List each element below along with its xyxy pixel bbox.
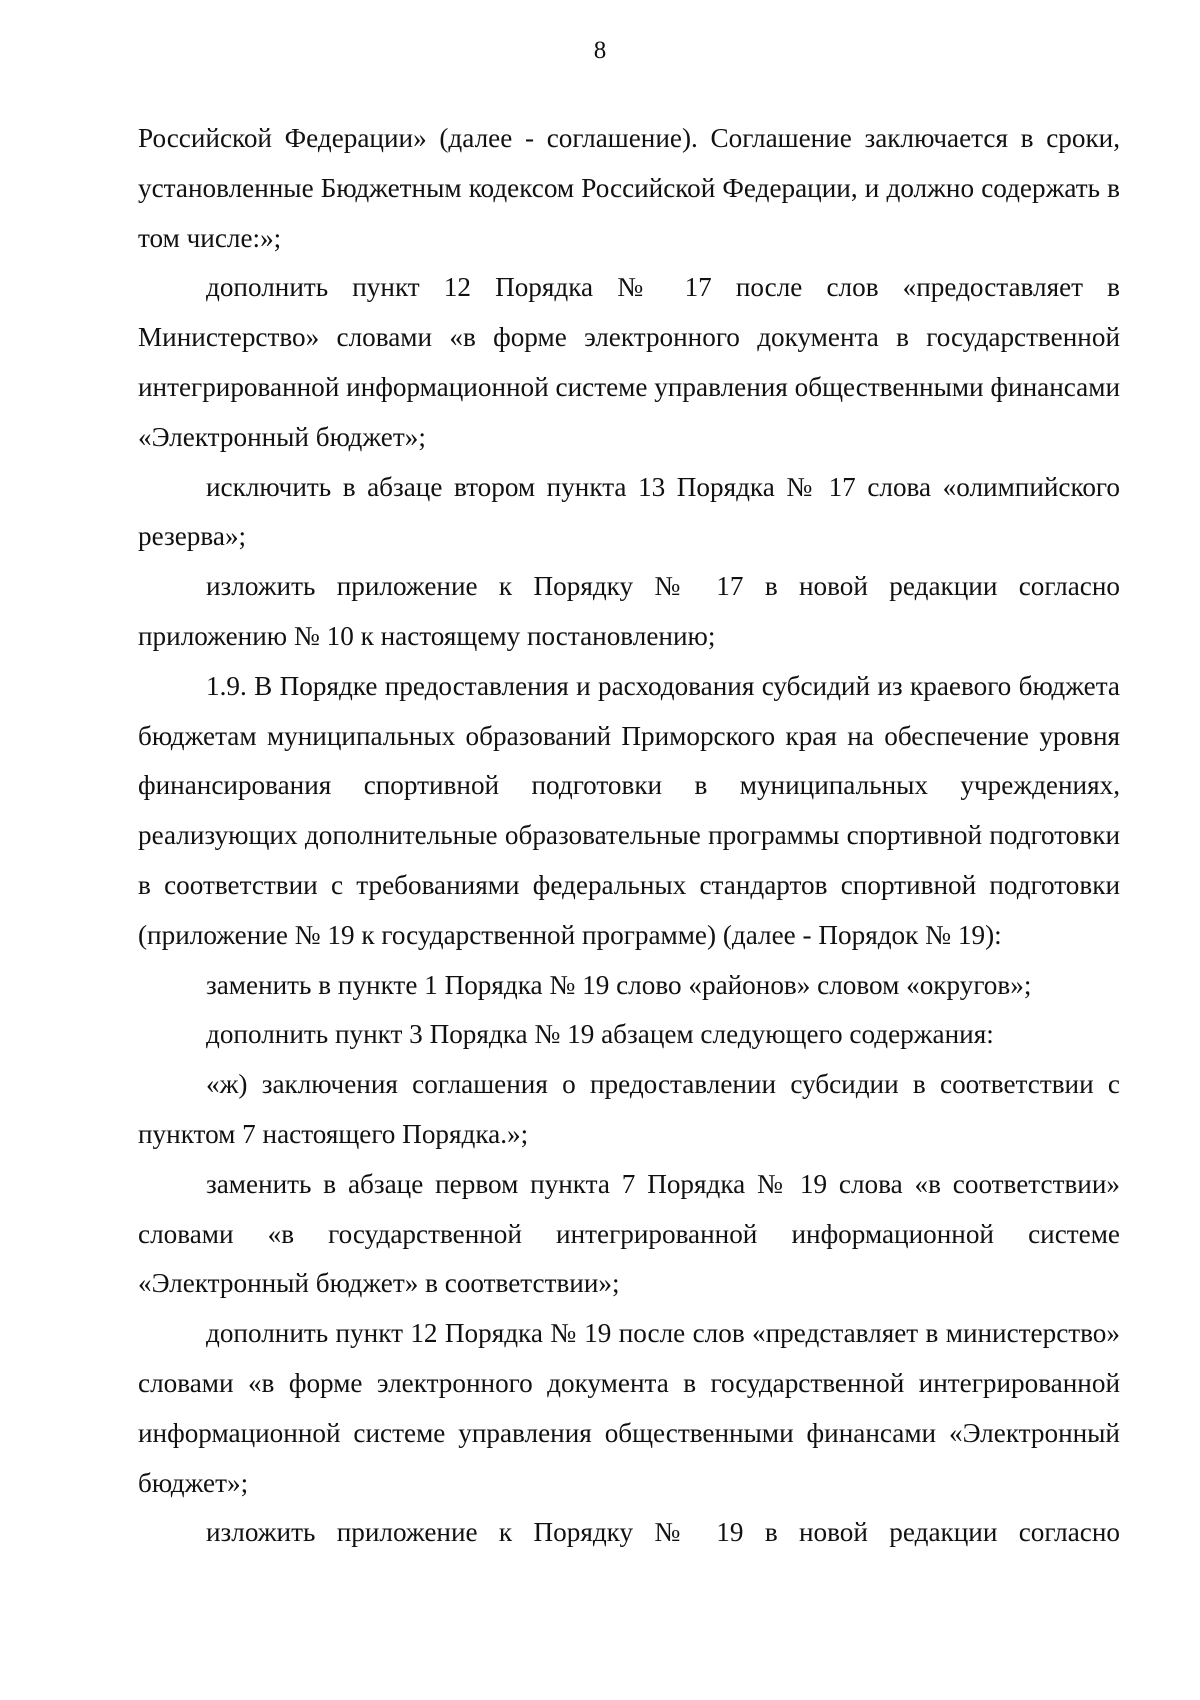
paragraph-amend-point-12-order-17: дополнить пункт 12 Порядка № 17 после слов «предоставляет в Министерство» словами «в форме электронного документа в государственной интегрированной информационной системе управления общественными финансами «Электронный бюджет»;	[138, 272, 1120, 452]
page-number: 8	[593, 37, 607, 64]
paragraph-add-point-3: дополнить пункт 3 Порядка № 19 абзацем следующего содержания:	[206, 1019, 994, 1050]
paragraph-appendix-order-19: изложить приложение к Порядку № 19 в новой редакции согласно	[206, 1517, 1120, 1548]
paragraph-agreement-terms: Российской Федерации» (далее - соглашение). Соглашение заключается в сроки, установленные Бюджетным кодексом Российской Федерации, и должно содержать в том числе:»;	[138, 123, 1120, 253]
document-body	[138, 114, 1120, 1558]
paragraph-section-1-9: 1.9. В Порядке предоставления и расходования субсидий из краевого бюджета бюджетам муниципальных образований Приморского края на обеспечение уровня финансирования спортивной подготовки в муниципальных учреждениях, реализующих дополнительные образовательные программы спортивной подготовки в соответствии с требованиями федеральных стандартов спортивной подготовки (приложение № 19 к государственной программе) (далее - Порядок № 19):	[138, 670, 1120, 950]
paragraph-replace-districts: заменить в пункте 1 Порядка № 19 слово «районов» словом «округов»;	[206, 969, 1032, 1000]
paragraph-exclude-olympic-reserve: исключить в абзаце втором пункта 13 Порядка № 17 слова «олимпийского резерва»;	[138, 471, 1120, 552]
paragraph-amend-point-12-order-19: дополнить пункт 12 Порядка № 19 после слов «представляет в министерство» словами «в форме электронного документа в государственной интегрированной информационной системе управления общественными финансами «Электронный бюджет»;	[138, 1318, 1120, 1498]
paragraph-replace-point-7: заменить в абзаце первом пункта 7 Порядка № 19 слова «в соответствии» словами «в государственной интегрированной информационной системе «Электронный бюджет» в соответствии»;	[138, 1168, 1120, 1299]
paragraph-appendix-order-17: изложить приложение к Порядку № 17 в новой редакции согласно приложению № 10 к настоящему постановлению;	[138, 571, 1120, 651]
paragraph-item-zh: «ж) заключения соглашения о предоставлении субсидии в соответствии с пунктом 7 настоящего Порядка.»;	[138, 1069, 1120, 1149]
